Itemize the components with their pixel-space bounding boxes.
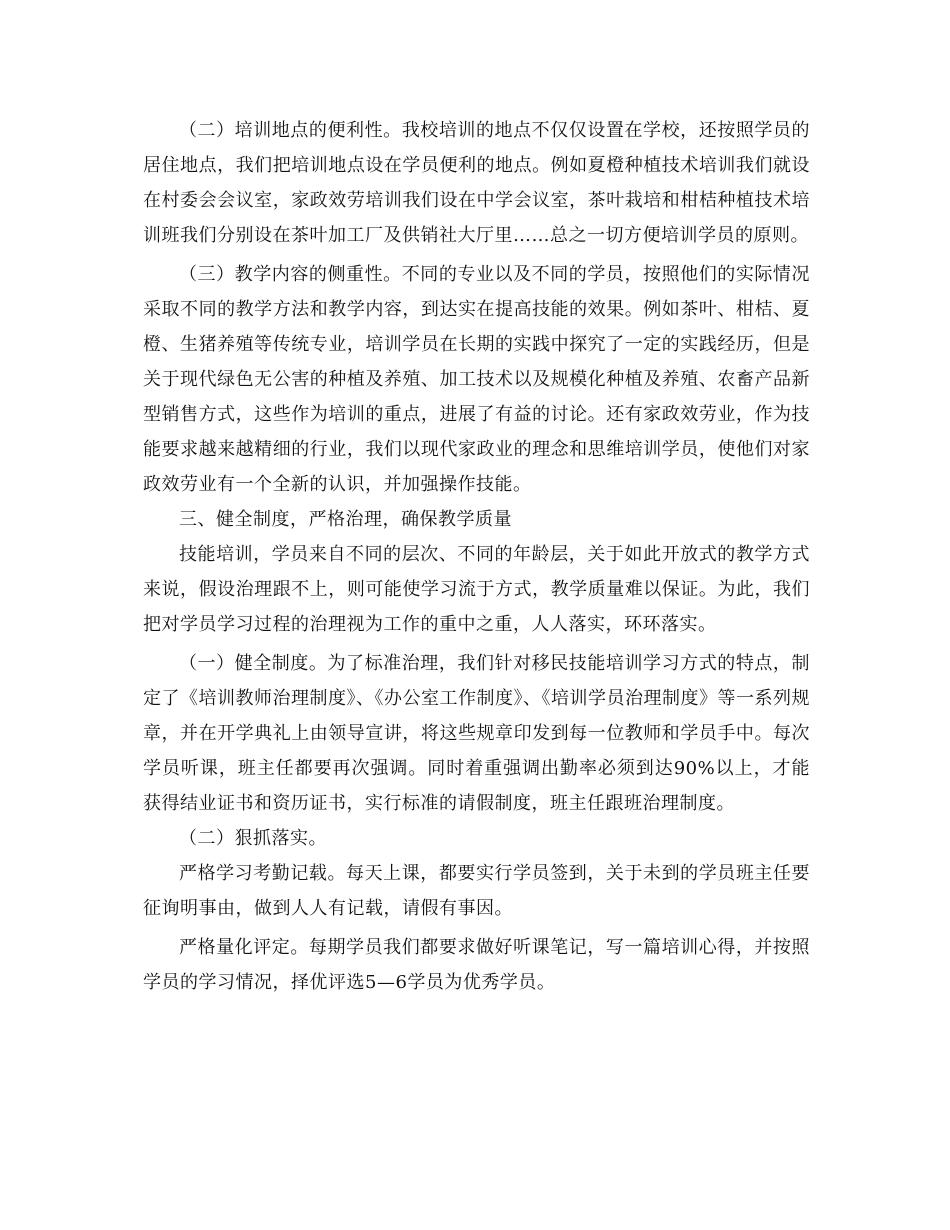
paragraph-attendance: 严格学习考勤记载。每天上课，都要实行学员签到，关于未到的学员班主任要征询明事由，做到人人有记载，请假有事因。 [143,863,810,919]
subheading-implementation: （二）狠抓落实。 [179,828,327,849]
document-page [143,113,810,1000]
paragraph-management-intro: 技能培训，学员来自不同的层次、不同的年龄层，关于如此开放式的教学方式来说，假设治理跟不上，则可能使学习流于方式，教学质量难以保证。为此，我们把对学员学习过程的治理视为工作的重中之重，人人落实，环环落实。 [143,544,810,635]
paragraph-teaching-content: （三）教学内容的侧重性。不同的专业以及不同的学员，按照他们的实际情况采取不同的教学方法和教学内容，到达实在提高技能的效果。例如茶叶、柑桔、夏橙、生猪养殖等传统专业，培训学员在长期的实践中探究了一定的实践经历，但是关于现代绿色无公害的种植及养殖、加工技术以及规模化种植及养殖、农畜产品新型销售方式，这些作为培训的重点，进展了有益的讨论。还有家政效劳业，作为技能要求越来越精细的行业，我们以现代家政业的理念和思维培训学员，使他们对家政效劳业有一个全新的认识，并加强操作技能。 [143,264,810,495]
paragraph-evaluation: 严格量化评定。每期学员我们都要求做好听课笔记，写一篇培训心得，并按照学员的学习情况，择优评选5—6学员为优秀学员。 [143,937,810,993]
paragraph-sound-system: （一）健全制度。为了标准治理，我们针对移民技能培训学习方式的特点，制定了《培训教师治理制度》、《办公室工作制度》、《培训学员治理制度》等一系列规章，并在开学典礼上由领导宣讲，将这些规章印发到每一位教师和学员手中。每次学员听课，班主任都要再次强调。同时着重强调出勤率必须到达90%以上，才能获得结业证书和资历证书，实行标准的请假制度，班主任跟班治理制度。 [143,653,810,814]
paragraph-training-location: （二）培训地点的便利性。我校培训的地点不仅仅设置在学校，还按照学员的居住地点，我们把培训地点设在学员便利的地点。例如夏橙种植技术培训我们就设在村委会会议室，家政效劳培训我们设在中学会议室，茶叶栽培和柑桔种植技术培训班我们分别设在茶叶加工厂及供销社大厅里……总之一切方便培训学员的原则。 [143,120,810,246]
section-heading-system: 三、健全制度，严格治理，确保教学质量 [179,509,512,530]
